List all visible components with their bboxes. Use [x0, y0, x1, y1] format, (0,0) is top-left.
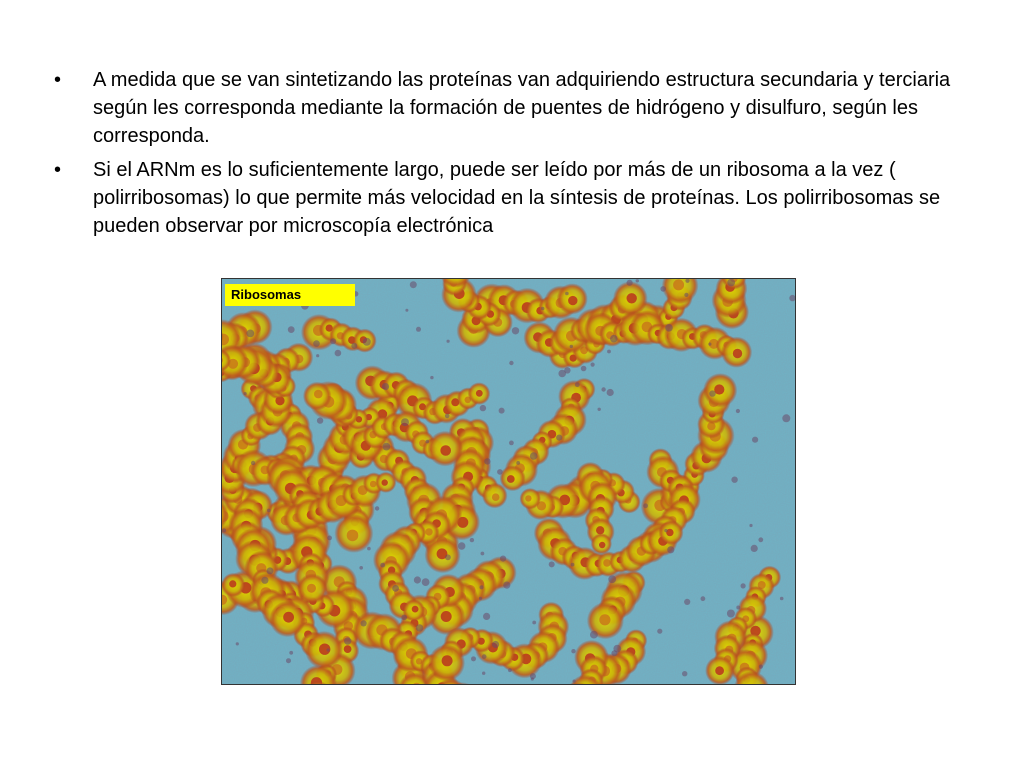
ribosome-core	[440, 445, 451, 456]
speck	[382, 383, 389, 390]
bullet-marker: •	[54, 159, 62, 181]
image-label: Ribosomas	[225, 284, 355, 306]
speck	[351, 343, 357, 349]
ribosome-core	[568, 296, 577, 305]
ribosome-core	[627, 293, 637, 303]
speck	[727, 610, 735, 618]
speck	[570, 345, 573, 348]
speck	[509, 441, 514, 446]
ribosome-core	[507, 475, 515, 483]
ribosome-core	[442, 655, 453, 666]
speck	[380, 563, 385, 568]
speck	[598, 408, 601, 411]
speck	[708, 343, 711, 346]
speck	[405, 309, 408, 312]
speck	[497, 469, 503, 475]
speck	[541, 307, 545, 311]
speck	[565, 292, 569, 296]
speck	[549, 561, 555, 567]
speck	[759, 665, 763, 669]
ribosome-core	[673, 279, 684, 290]
speck	[499, 408, 505, 414]
speck	[288, 326, 295, 333]
speck	[571, 649, 575, 653]
ribosome-micrograph	[221, 278, 796, 685]
speck	[590, 631, 598, 639]
speck	[667, 546, 674, 553]
ribosome-core	[599, 614, 610, 625]
ribosome-core	[412, 606, 419, 613]
speck	[401, 418, 409, 426]
speck	[581, 366, 587, 372]
speck	[445, 414, 450, 419]
speck	[363, 338, 371, 346]
speck	[483, 613, 490, 620]
speck	[410, 281, 417, 288]
ribosome-core	[283, 612, 294, 623]
speck	[267, 509, 271, 513]
speck	[481, 552, 485, 556]
speck	[564, 367, 570, 373]
speck	[470, 538, 474, 542]
ribosome-core	[344, 645, 352, 653]
ribosome-core	[525, 495, 531, 501]
speck	[752, 437, 758, 443]
speck	[701, 596, 706, 601]
ribosome-core	[733, 349, 742, 358]
speck	[222, 528, 226, 532]
ribosome-core	[476, 390, 483, 397]
speck	[445, 554, 451, 560]
speck	[782, 414, 790, 422]
bullet-list	[54, 66, 964, 246]
speck	[607, 389, 614, 396]
speck	[627, 280, 633, 286]
ribosome-core	[347, 530, 359, 542]
speck	[361, 620, 367, 626]
speck	[416, 624, 423, 631]
speck	[509, 361, 513, 365]
speck	[512, 327, 519, 334]
speck	[709, 390, 715, 396]
speck	[607, 350, 611, 354]
speck	[516, 461, 520, 465]
ribosome-core	[492, 493, 500, 501]
ribosome-core	[382, 479, 388, 485]
speck	[780, 597, 784, 601]
speck	[484, 458, 490, 464]
speck	[392, 585, 399, 592]
speck	[736, 606, 740, 610]
speck	[327, 536, 332, 541]
bullet-marker: •	[54, 69, 62, 91]
speck	[286, 658, 291, 663]
speck	[508, 668, 512, 672]
speck	[401, 615, 407, 621]
speck	[613, 645, 621, 653]
speck	[479, 597, 482, 600]
speck	[267, 567, 274, 574]
speck	[316, 354, 319, 357]
speck	[330, 338, 336, 344]
speck	[480, 405, 486, 411]
bullet-text: Si el ARNm es lo suficientemente largo, puede ser leído por más de un ribosoma a la vez ( polirribosomas) lo que permite más velocidad en la síntesis de proteínas. Los polirribosomas se pueden observar por microscopía electrónica	[93, 159, 941, 237]
ribosome-core	[425, 528, 432, 535]
speck	[643, 503, 648, 508]
speck	[422, 578, 430, 586]
speck	[610, 335, 618, 343]
speck	[251, 461, 255, 465]
speck	[749, 524, 752, 527]
speck	[532, 621, 536, 625]
speck	[731, 477, 737, 483]
bullet-text: A medida que se van sintetizando las proteínas van adquiriendo estructura secundaria y terciaria según les corresponda mediante la formación de puentes de hidrógeno y disulfuro, según les corresponda.	[93, 69, 951, 147]
speck	[335, 350, 342, 357]
speck	[344, 637, 351, 644]
speck	[327, 648, 330, 651]
speck	[608, 575, 616, 583]
speck	[359, 566, 363, 570]
ribosome-core	[307, 584, 316, 593]
speck	[367, 547, 371, 551]
speck	[416, 327, 421, 332]
speck	[426, 440, 430, 444]
speck	[447, 340, 450, 343]
speck	[601, 387, 605, 391]
speck	[458, 542, 465, 549]
speck	[591, 363, 595, 367]
speck	[636, 279, 639, 282]
speck	[471, 656, 476, 661]
ribosome-core	[715, 666, 724, 675]
speck	[482, 654, 487, 659]
speck	[682, 671, 687, 676]
speck	[482, 672, 485, 675]
speck	[246, 330, 254, 338]
ribosome-core	[441, 611, 452, 622]
speck	[556, 435, 562, 441]
speck	[573, 680, 576, 683]
ribosome-core	[599, 542, 605, 548]
speck	[492, 641, 499, 648]
speck	[313, 340, 320, 347]
speck	[530, 673, 536, 679]
speck	[244, 392, 247, 395]
speck	[665, 324, 673, 332]
micrograph-drawing	[222, 279, 795, 684]
bullet-item	[54, 156, 964, 240]
speck	[503, 582, 510, 589]
speck	[736, 409, 740, 413]
speck	[383, 443, 391, 451]
ribosome-core	[229, 580, 236, 587]
speck	[530, 452, 538, 460]
speck	[657, 629, 662, 634]
speck	[684, 293, 688, 297]
speck	[660, 286, 666, 292]
speck	[500, 556, 506, 562]
speck	[375, 506, 379, 510]
ribosome-core	[314, 390, 323, 399]
speck	[430, 376, 433, 379]
speck	[261, 577, 268, 584]
speck	[289, 651, 293, 655]
speck	[751, 545, 758, 552]
bullet-item	[54, 66, 964, 150]
speck	[684, 599, 690, 605]
speck	[414, 576, 421, 583]
speck	[571, 563, 575, 567]
speck	[317, 417, 323, 423]
ribosome-core	[714, 384, 724, 394]
speck	[758, 537, 763, 542]
speck	[741, 583, 746, 588]
speck	[480, 585, 484, 589]
speck	[664, 529, 667, 532]
speck	[236, 642, 239, 645]
speck	[575, 382, 580, 387]
